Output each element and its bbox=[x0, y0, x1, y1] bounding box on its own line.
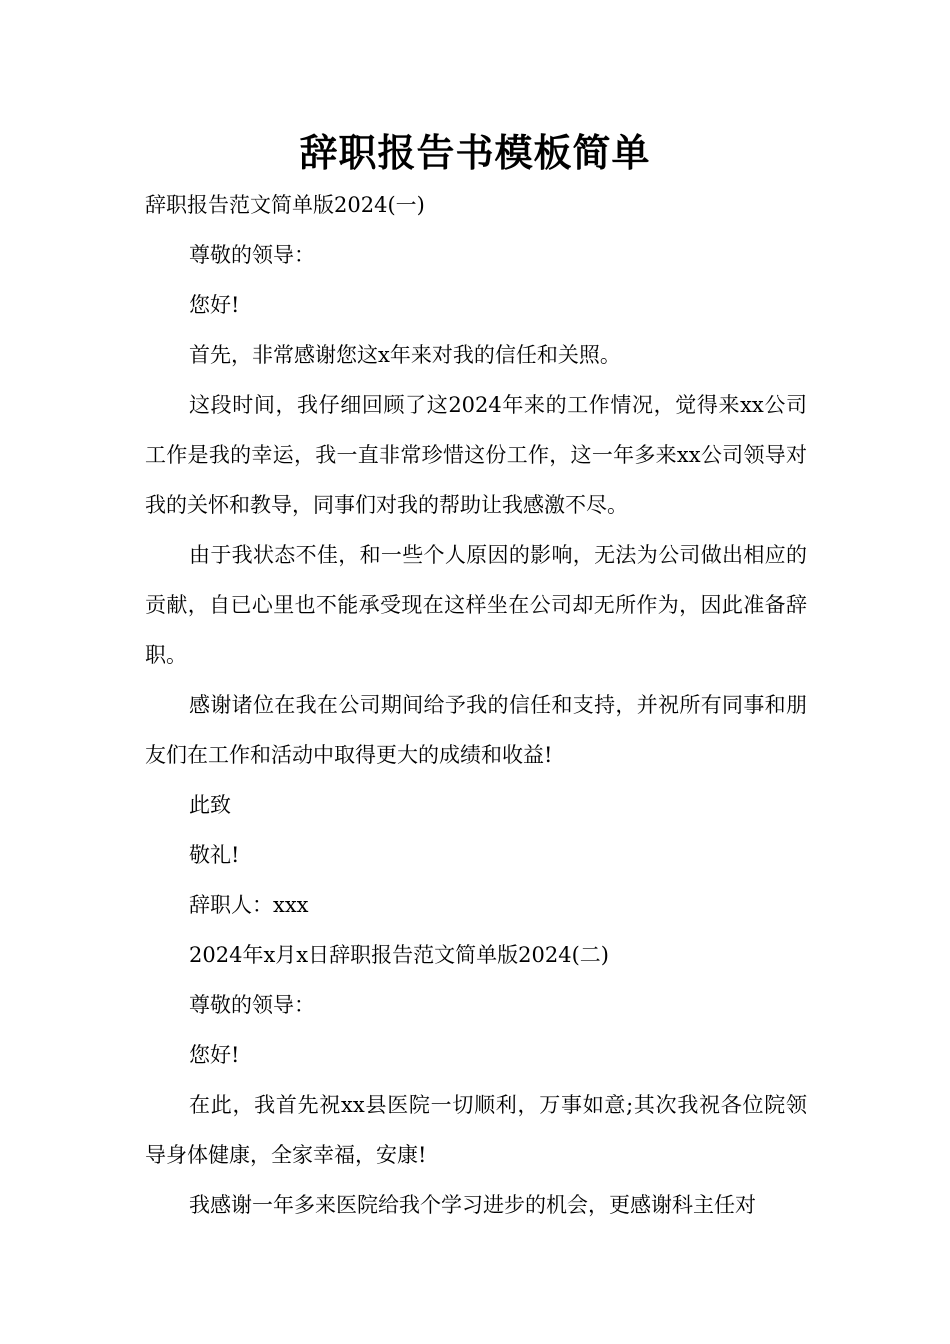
paragraph: 在此，我首先祝xx县医院一切顺利，万事如意;其次我祝各位院领导身体健康，全家幸福，安康! bbox=[145, 1093, 807, 1167]
paragraph: 这段时间，我仔细回顾了这2024年来的工作情况，觉得来xx公司工作是我的幸运，我一直非常珍惜这份工作，这一年多来xx公司领导对我的关怀和教导，同事们对我的帮助让我感激不尽。 bbox=[145, 393, 807, 517]
paragraph: 由于我状态不佳，和一些个人原因的影响，无法为公司做出相应的贡献，自已心里也不能承受现在这样坐在公司却无所作为，因此准备辞职。 bbox=[145, 543, 807, 667]
paragraph: 感谢诸位在我在公司期间给予我的信任和支持，并祝所有同事和朋友们在工作和活动中取得更大的成绩和收益! bbox=[145, 693, 807, 767]
paragraph: 首先，非常感谢您这x年来对我的信任和关照。 bbox=[189, 343, 621, 367]
paragraph: 辞职报告范文简单版2024(一) bbox=[145, 193, 425, 217]
paragraph: 敬礼! bbox=[189, 843, 240, 867]
paragraph: 您好! bbox=[189, 1043, 240, 1067]
document-body bbox=[145, 180, 807, 1230]
paragraph: 尊敬的领导： bbox=[189, 243, 315, 267]
paragraph: 我感谢一年多来医院给我个学习进步的机会，更感谢科主任对 bbox=[189, 1193, 756, 1217]
paragraph: 2024年x月x日辞职报告范文简单版2024(二) bbox=[189, 943, 609, 967]
paragraph: 辞职人：xxx bbox=[189, 893, 309, 917]
paragraph: 您好! bbox=[189, 293, 240, 317]
document-title: 辞职报告书模板简单 bbox=[299, 130, 651, 175]
paragraph: 此致 bbox=[189, 793, 231, 817]
paragraph: 尊敬的领导： bbox=[189, 993, 315, 1017]
